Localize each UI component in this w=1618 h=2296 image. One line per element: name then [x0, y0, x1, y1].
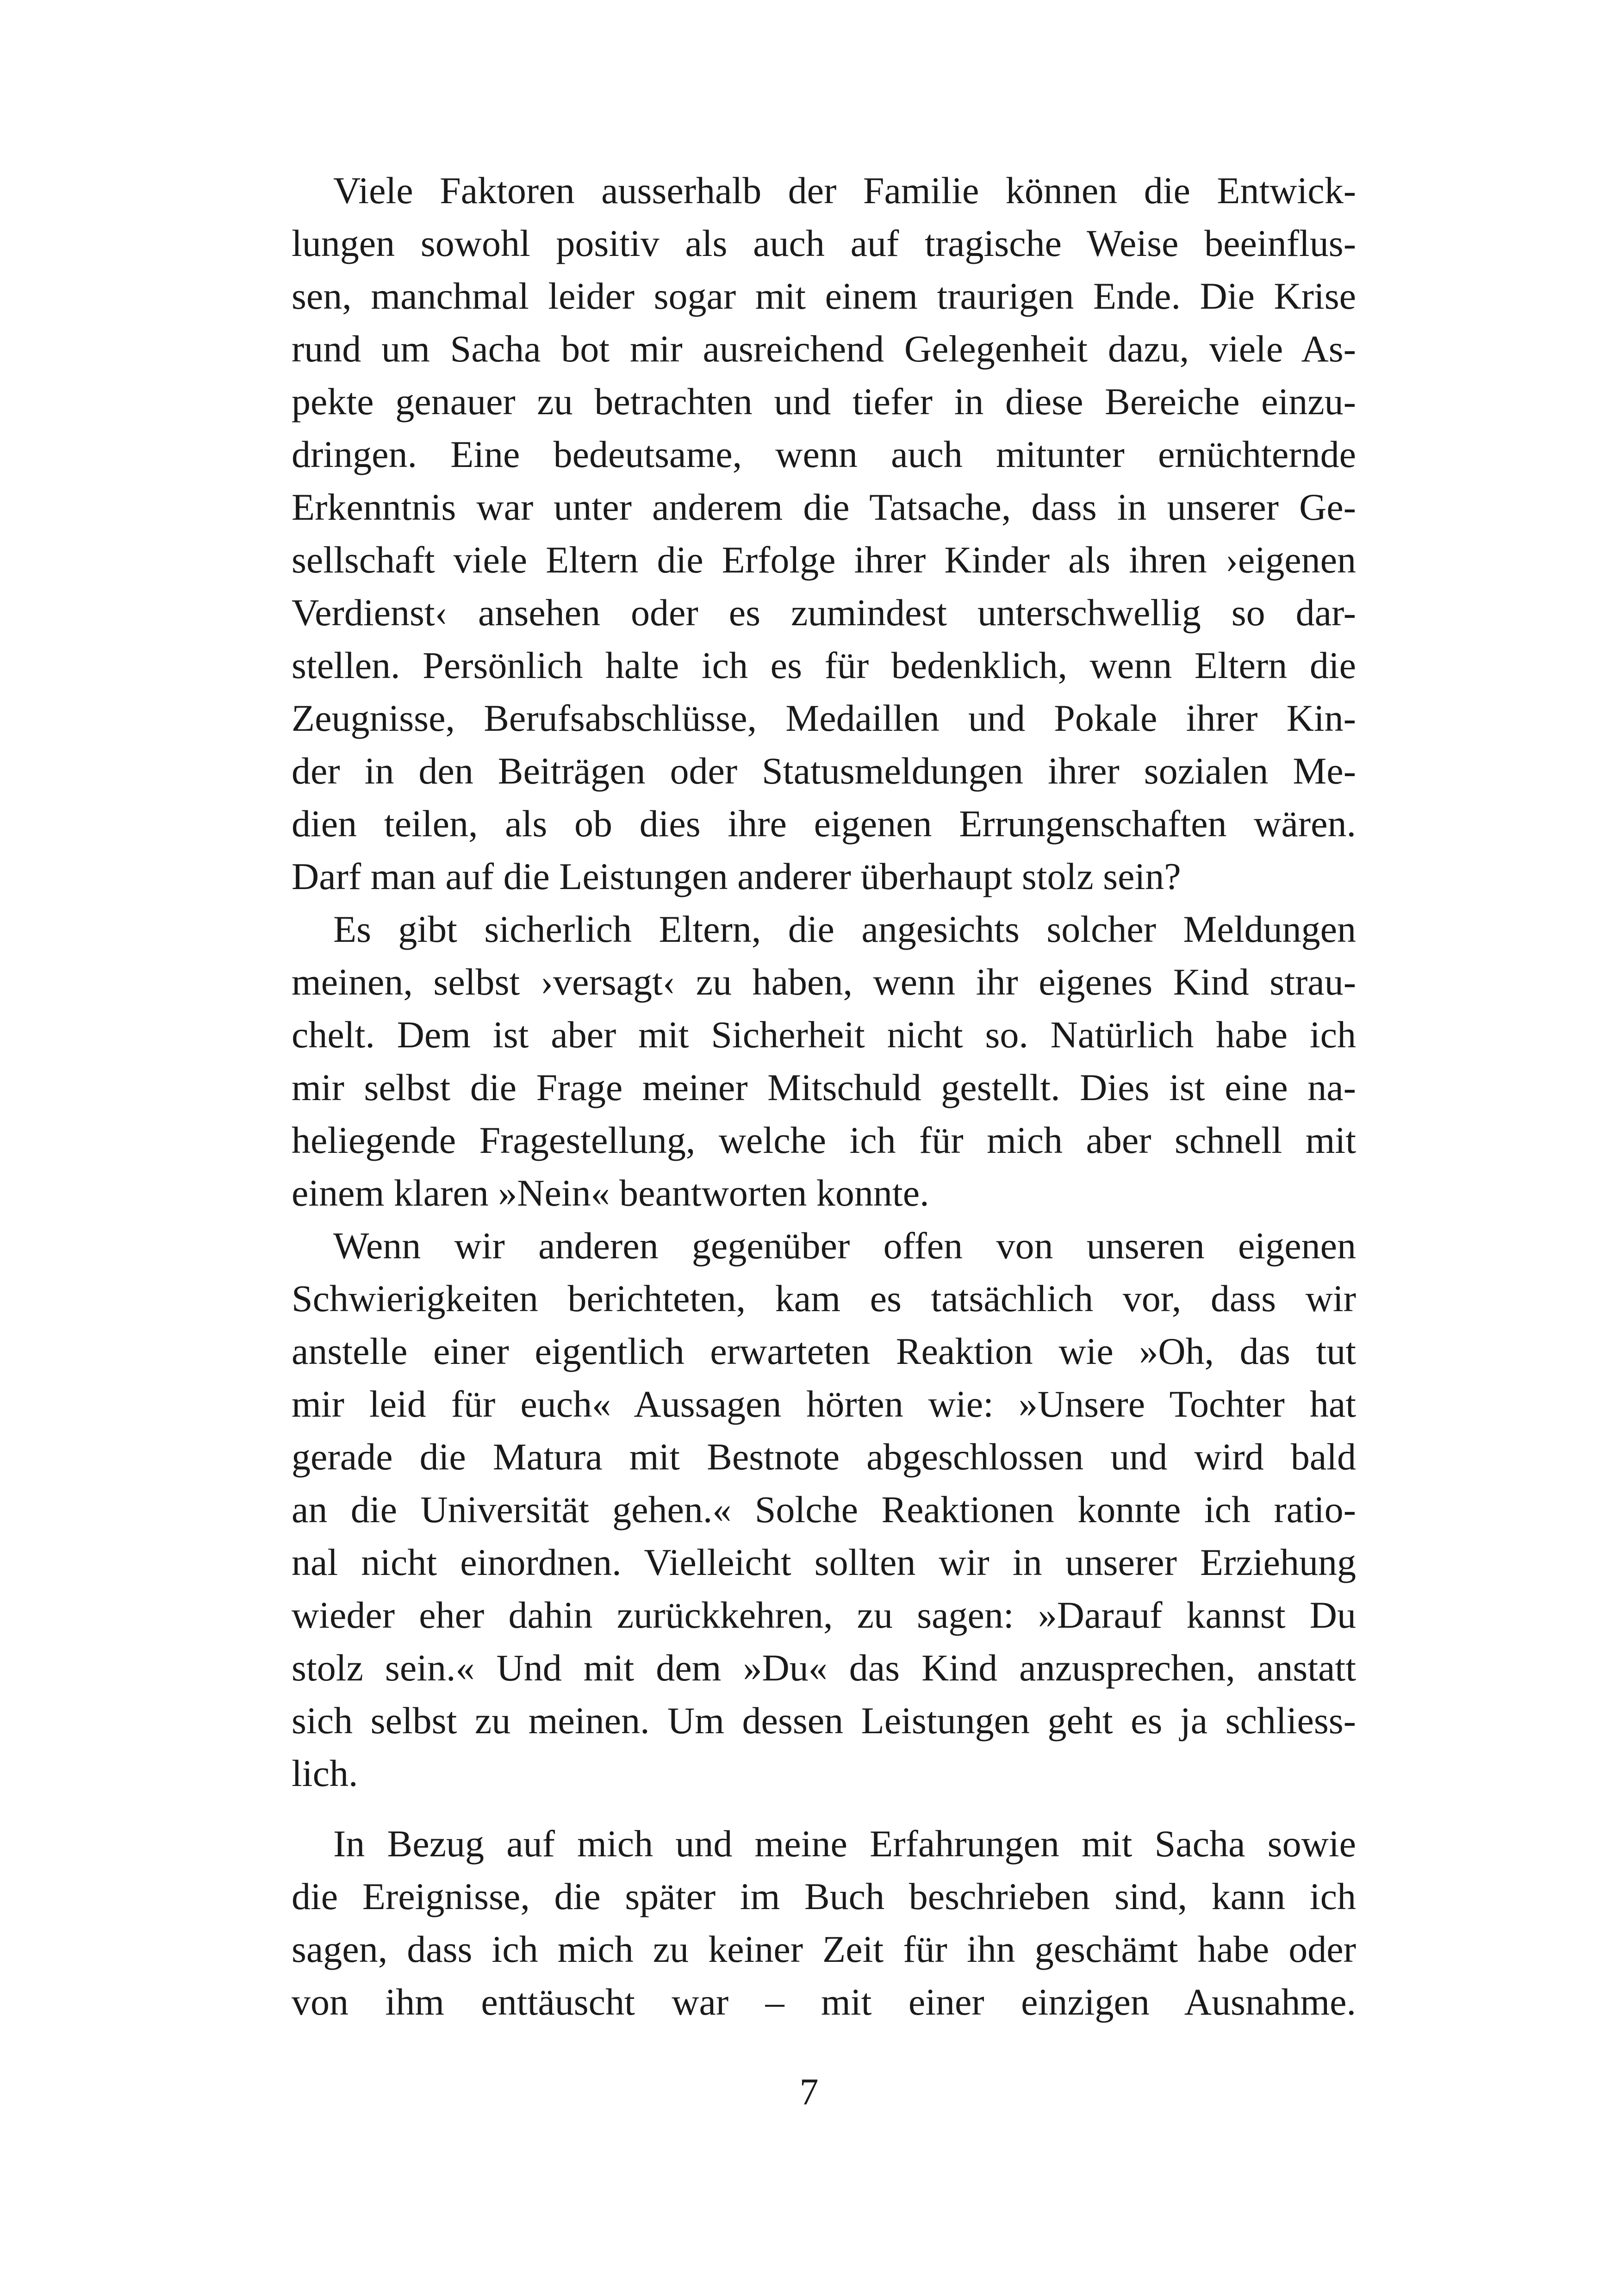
text-line: dringen. Eine bedeutsame, wenn auch mitunter ernüchternde: [292, 433, 1356, 475]
text-line: Es gibt sicherlich Eltern, die angesichts solcher Meldungen: [333, 908, 1356, 950]
text-line: der in den Beiträgen oder Statusmeldungen ihrer sozialen Me-: [292, 750, 1356, 792]
body-text: [292, 164, 1356, 2028]
text-line: nal nicht einordnen. Vielleicht sollten wir in unserer Erziehung: [292, 1541, 1356, 1583]
text-line: heliegende Fragestellung, welche ich für mich aber schnell mit: [292, 1119, 1356, 1161]
text-line: sellschaft viele Eltern die Erfolge ihrer Kinder als ihren ›eigenen: [292, 539, 1356, 581]
text-line: sich selbst zu meinen. Um dessen Leistungen geht es ja schliess-: [292, 1699, 1356, 1742]
text-line: stolz sein.« Und mit dem »Du« das Kind anzusprechen, anstatt: [292, 1647, 1356, 1689]
text-line: wieder eher dahin zurückkehren, zu sagen: »Darauf kannst Du: [292, 1594, 1356, 1636]
text-line: gerade die Matura mit Bestnote abgeschlossen und wird bald: [292, 1436, 1356, 1478]
text-line: mir selbst die Frage meiner Mitschuld gestellt. Dies ist eine na-: [292, 1066, 1356, 1108]
text-line: Viele Faktoren ausserhalb der Familie können die Entwick-: [333, 169, 1356, 212]
text-line: dien teilen, als ob dies ihre eigenen Errungenschaften wären.: [292, 803, 1356, 845]
text-line: rund um Sacha bot mir ausreichend Gelegenheit dazu, viele As-: [292, 328, 1356, 370]
text-line: von ihm enttäuscht war – mit einer einzigen Ausnahme.: [292, 1981, 1356, 2023]
text-line: lungen sowohl positiv als auch auf tragische Weise beeinflus-: [292, 222, 1356, 264]
text-line: pekte genauer zu betrachten und tiefer in diese Bereiche einzu-: [292, 380, 1356, 423]
text-line: Verdienst‹ ansehen oder es zumindest unterschwellig so dar-: [292, 591, 1356, 634]
text-line: anstelle einer eigentlich erwarteten Reaktion wie »Oh, das tut: [292, 1330, 1356, 1372]
text-line: In Bezug auf mich und meine Erfahrungen mit Sacha sowie: [333, 1823, 1356, 1865]
text-line: Schwierigkeiten berichteten, kam es tatsächlich vor, dass wir: [292, 1277, 1356, 1319]
text-line: sagen, dass ich mich zu keiner Zeit für ihn geschämt habe oder: [292, 1928, 1356, 1970]
text-line: sen, manchmal leider sogar mit einem traurigen Ende. Die Krise: [292, 275, 1356, 317]
text-line: lich.: [292, 1752, 358, 1794]
page-number: 7: [799, 2071, 819, 2113]
text-line: Wenn wir anderen gegenüber offen von unseren eigenen: [333, 1225, 1356, 1267]
text-line: an die Universität gehen.« Solche Reaktionen konnte ich ratio-: [292, 1488, 1356, 1531]
text-line: Darf man auf die Leistungen anderer überhaupt stolz sein?: [292, 855, 1181, 897]
text-line: die Ereignisse, die später im Buch beschrieben sind, kann ich: [292, 1875, 1356, 1917]
text-line: meinen, selbst ›versagt‹ zu haben, wenn ihr eigenes Kind strau-: [292, 961, 1356, 1003]
text-line: Zeugnisse, Berufsabschlüsse, Medaillen und Pokale ihrer Kin-: [292, 697, 1356, 739]
text-line: stellen. Persönlich halte ich es für bedenklich, wenn Eltern die: [292, 644, 1356, 686]
text-line: chelt. Dem ist aber mit Sicherheit nicht so. Natürlich habe ich: [292, 1014, 1356, 1056]
text-line: einem klaren »Nein« beantworten konnte.: [292, 1172, 929, 1214]
text-line: mir leid für euch« Aussagen hörten wie: »Unsere Tochter hat: [292, 1383, 1356, 1425]
text-line: Erkenntnis war unter anderem die Tatsache, dass in unserer Ge-: [292, 486, 1356, 528]
